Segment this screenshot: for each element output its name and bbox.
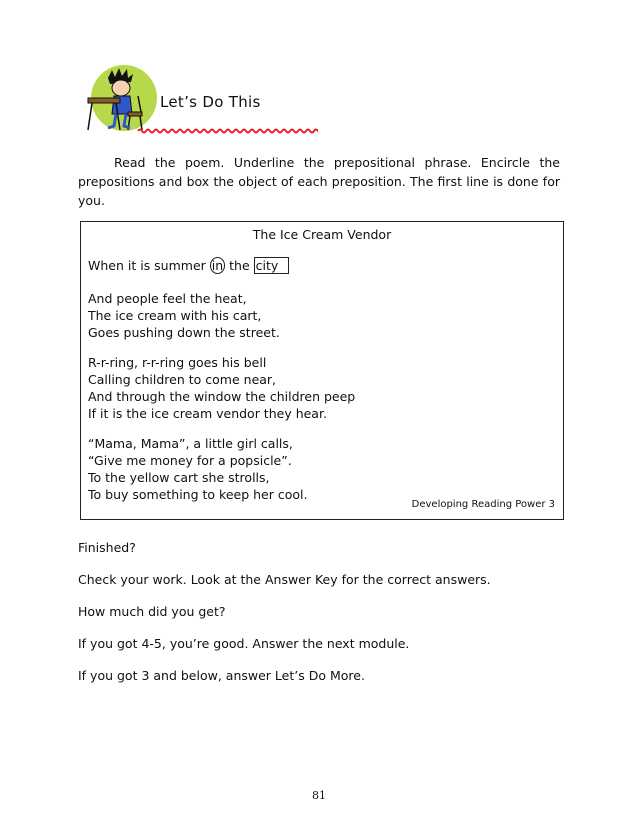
poem-line: “Give me money for a popsicle”. [88,453,292,468]
check-work-text: Check your work. Look at the Answer Key for the correct answers. [78,572,491,587]
page-number: 81 [312,789,326,802]
poem-line: The ice cream with his cart, [88,308,262,323]
section-title: Let’s Do This [160,93,261,111]
boxed-object: city [254,257,290,274]
finished-text: Finished? [78,540,136,555]
poem-line: Goes pushing down the street. [88,325,280,340]
poem-box [80,221,564,520]
circled-preposition: in [211,258,224,273]
poem-line: To the yellow cart she strolls, [88,470,270,485]
poem-line: If it is the ice cream vendor they hear. [88,406,327,421]
instructions-text: Read the poem. Underline the prepositional phrase. Encircle the prepositions and box the object of each preposition. The first line is done for you. [78,155,560,208]
score-question-text: How much did you get? [78,604,226,619]
line-text: When it is summer [88,258,210,273]
poem-source: Developing Reading Power 3 [411,499,555,510]
poem-line: And through the window the children peep [88,389,356,404]
poem-line: Calling children to come near, [88,372,277,387]
poem-line: R-r-ring, r-r-ring goes his bell [88,355,267,370]
good-score-text: If you got 4-5, you’re good. Answer the next module. [78,636,410,651]
poem-title: The Ice Cream Vendor [252,227,392,242]
poem-line-1 [88,258,289,273]
line-text: the [225,258,254,273]
section-header [78,60,318,136]
instructions-paragraph [78,153,560,210]
poem-line: And people feel the heat, [88,291,247,306]
poem-line: “Mama, Mama”, a little girl calls, [88,436,293,451]
poem-line: To buy something to keep her cool. [88,487,308,502]
low-score-text: If you got 3 and below, answer Let’s Do More. [78,668,365,683]
